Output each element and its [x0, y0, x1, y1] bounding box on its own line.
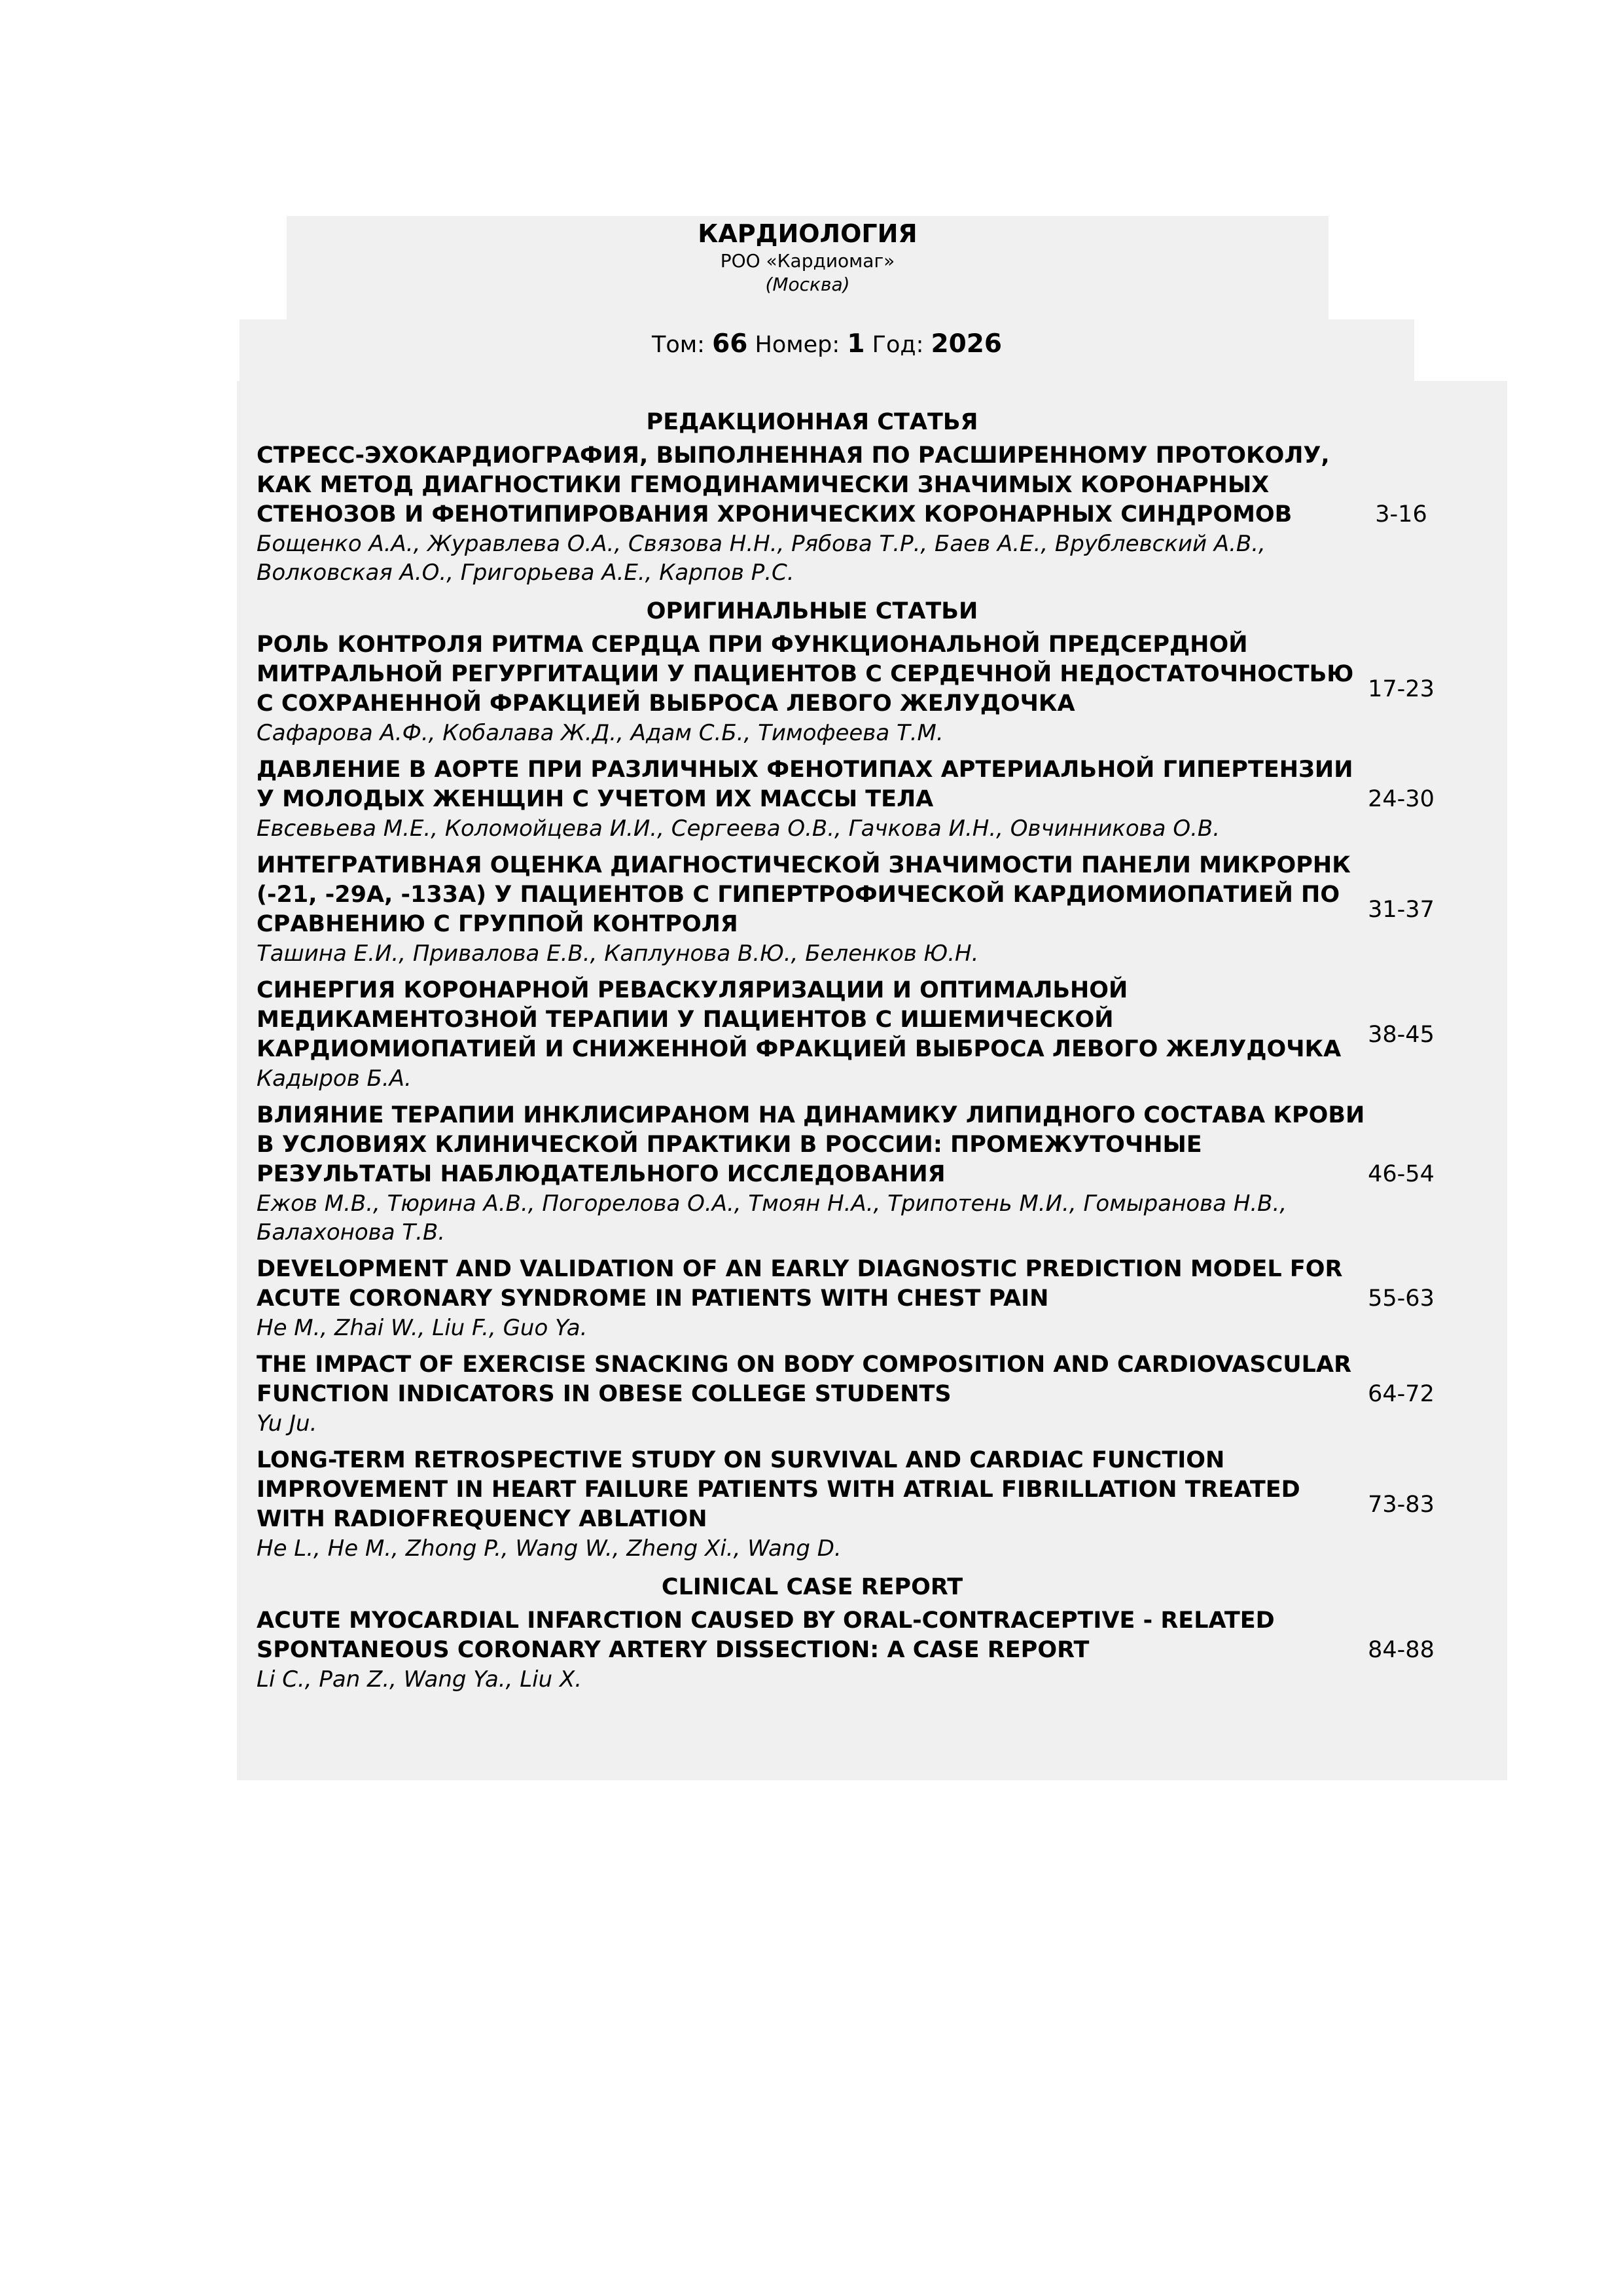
article-pages: 38-45 [1368, 1021, 1435, 1048]
journal-city: (Москва) [765, 274, 850, 295]
journal-title: КАРДИОЛОГИЯ [698, 219, 918, 248]
toc-entry-main [257, 630, 1368, 747]
article-pages: 17-23 [1368, 675, 1435, 702]
article-pages: 64-72 [1368, 1381, 1435, 1407]
article-title[interactable]: ACUTE MYOCARDIAL INFARCTION CAUSED BY ORAL-CONTRACEPTIVE - RELATED SPONTANEOUS CORONARY ARTERY DISSECTION: A CASE REPORT [257, 1607, 1275, 1663]
article-pages: 55-63 [1368, 1285, 1435, 1312]
article-pages: 46-54 [1368, 1160, 1435, 1187]
article-title[interactable]: DEVELOPMENT AND VALIDATION OF AN EARLY DIAGNOSTIC PREDICTION MODEL FOR ACUTE CORONARY SYNDROME IN PATIENTS WITH CHEST PAIN [257, 1256, 1343, 1312]
toc-entry-main [257, 1255, 1368, 1342]
toc-entry-main [257, 1101, 1368, 1247]
article-authors: Li C., Pan Z., Wang Ya., Liu X. [257, 1666, 582, 1693]
article-title[interactable]: ДАВЛЕНИЕ В АОРТЕ ПРИ РАЗЛИЧНЫХ ФЕНОТИПАХ АРТЕРИАЛЬНОЙ ГИПЕРТЕНЗИИ У МОЛОДЫХ ЖЕНЩИН С УЧЕТОМ ИХ МАССЫ ТЕЛА [257, 757, 1353, 812]
article-title[interactable]: СТРЕСС-ЭХОКАРДИОГРАФИЯ, ВЫПОЛНЕННАЯ ПО РАСШИРЕННОМУ ПРОТОКОЛУ, КАК МЕТОД ДИАГНОСТИКИ ГЕМОДИНАМИЧЕСКИ ЗНАЧИМЫХ КОРОНАРНЫХ СТЕНОЗОВ И ФЕНОТИПИРОВАНИЯ ХРОНИЧЕСКИХ КОРОНАРНЫХ СИНДРОМОВ [257, 442, 1330, 528]
article-title[interactable]: ИНТЕГРАТИВНАЯ ОЦЕНКА ДИАГНОСТИЧЕСКОЙ ЗНАЧИМОСТИ ПАНЕЛИ МИКРОРНК (-21, -29А, -133А) У ПАЦИЕНТОВ С ГИПЕРТРОФИЧЕСКОЙ КАРДИОМИОПАТИЕЙ ПО СРАВНЕНИЮ С ГРУППОЙ КОНТРОЛЯ [257, 852, 1351, 937]
article-pages: 31-37 [1368, 896, 1435, 923]
toc-list [257, 381, 1500, 1702]
article-pages: 3-16 [1375, 501, 1427, 528]
article-pages: 84-88 [1368, 1637, 1435, 1663]
toc-entry[interactable] [257, 851, 1500, 968]
toc-entry[interactable] [257, 1101, 1500, 1247]
article-authors: Ташина Е.И., Привалова Е.В., Каплунова В.Ю., Беленков Ю.Н. [257, 941, 979, 967]
journal-publisher: РОО «Кардиомаг» [720, 250, 895, 272]
toc-entry[interactable] [257, 1606, 1500, 1694]
article-title[interactable]: ВЛИЯНИЕ ТЕРАПИИ ИНКЛИСИРАНОМ НА ДИНАМИКУ ЛИПИДНОГО СОСТАВА КРОВИ В УСЛОВИЯХ КЛИНИЧЕСКОЙ ПРАКТИКИ В РОССИИ: ПРОМЕЖУТОЧНЫЕ РЕЗУЛЬТАТЫ НАБЛЮДАТЕЛЬНОГО ИССЛЕДОВАНИЯ [257, 1102, 1365, 1187]
toc-entry[interactable] [257, 755, 1500, 843]
article-title[interactable]: THE IMPACT OF EXERCISE SNACKING ON BODY COMPOSITION AND CARDIOVASCULAR FUNCTION INDICATORS IN OBESE COLLEGE STUDENTS [257, 1352, 1352, 1407]
toc-entry[interactable] [257, 1255, 1500, 1342]
article-pages: 73-83 [1368, 1491, 1435, 1518]
article-title[interactable]: СИНЕРГИЯ КОРОНАРНОЙ РЕВАСКУЛЯРИЗАЦИИ И ОПТИМАЛЬНОЙ МЕДИКАМЕНТОЗНОЙ ТЕРАПИИ У ПАЦИЕНТОВ С ИШЕМИЧЕСКОЙ КАРДИОМИОПАТИЕЙ И СНИЖЕННОЙ ФРАКЦИЕЙ ВЫБРОСА ЛЕВОГО ЖЕЛУДОЧКА [257, 977, 1342, 1062]
toc-entry[interactable] [257, 630, 1500, 747]
number-label: Номер: [755, 332, 840, 358]
volume-value: 66 [712, 329, 748, 359]
toc-entry-main [257, 1446, 1368, 1563]
article-title[interactable]: LONG-TERM RETROSPECTIVE STUDY ON SURVIVAL AND CARDIAC FUNCTION IMPROVEMENT IN HEART FAILURE PATIENTS WITH ATRIAL FIBRILLATION TREATED WITH RADIOFREQUENCY ABLATION [257, 1447, 1300, 1532]
toc-entry-main [257, 1350, 1368, 1438]
toc-entry[interactable] [257, 976, 1500, 1093]
article-title[interactable]: РОЛЬ КОНТРОЛЯ РИТМА СЕРДЦА ПРИ ФУНКЦИОНАЛЬНОЙ ПРЕДСЕРДНОЙ МИТРАЛЬНОЙ РЕГУРГИТАЦИИ У ПАЦИЕНТОВ С СЕРДЕЧНОЙ НЕДОСТАТОЧНОСТЬЮ С СОХРАНЕННОЙ ФРАКЦИЕЙ ВЫБРОСА ЛЕВОГО ЖЕЛУДОЧКА [257, 632, 1354, 717]
toc-entry[interactable] [257, 441, 1500, 587]
article-authors: Ежов М.В., Тюрина А.В., Погорелова О.А., Тмоян Н.А., Трипотень М.И., Гомыранова Н.В., Балахонова Т.В. [257, 1191, 1287, 1246]
toc-entry-main [257, 1606, 1368, 1694]
article-authors: He M., Zhai W., Liu F., Guo Ya. [257, 1315, 588, 1341]
year-label: Год: [872, 332, 924, 358]
number-value: 1 [847, 329, 865, 359]
toc-section-heading: ОРИГИНАЛЬНЫЕ СТАТЬИ [646, 598, 978, 624]
article-authors: Бощенко А.А., Журавлева О.А., Связова Н.Н., Рябова Т.Р., Баев А.Е., Врублевский А.В., Волковская А.О., Григорьева А.Е., Карпов Р.С. [257, 531, 1266, 586]
toc-entry[interactable] [257, 1446, 1500, 1563]
volume-label: Том: [651, 332, 705, 358]
article-authors: Yu Ju. [257, 1410, 317, 1437]
table-of-contents [237, 381, 1507, 1780]
toc-section-heading: РЕДАКЦИОННАЯ СТАТЬЯ [646, 409, 978, 435]
year-value: 2026 [931, 329, 1003, 359]
toc-entry[interactable] [257, 1350, 1500, 1438]
toc-section-heading: CLINICAL CASE REPORT [661, 1574, 963, 1600]
article-authors: Кадыров Б.А. [257, 1066, 412, 1092]
journal-header [287, 216, 1329, 319]
issue-info [240, 319, 1414, 381]
toc-entry-main [257, 851, 1368, 968]
article-authors: Сафарова А.Ф., Кобалава Ж.Д., Адам С.Б., Тимофеева Т.М. [257, 720, 944, 746]
article-pages: 24-30 [1368, 786, 1435, 812]
toc-entry-main [257, 441, 1368, 587]
toc-entry-main [257, 976, 1368, 1093]
article-authors: Евсевьева М.Е., Коломойцева И.И., Сергеева О.В., Гачкова И.Н., Овчинникова О.В. [257, 816, 1221, 842]
toc-entry-main [257, 755, 1368, 843]
article-authors: He L., He M., Zhong P., Wang W., Zheng Xi., Wang D. [257, 1535, 842, 1562]
